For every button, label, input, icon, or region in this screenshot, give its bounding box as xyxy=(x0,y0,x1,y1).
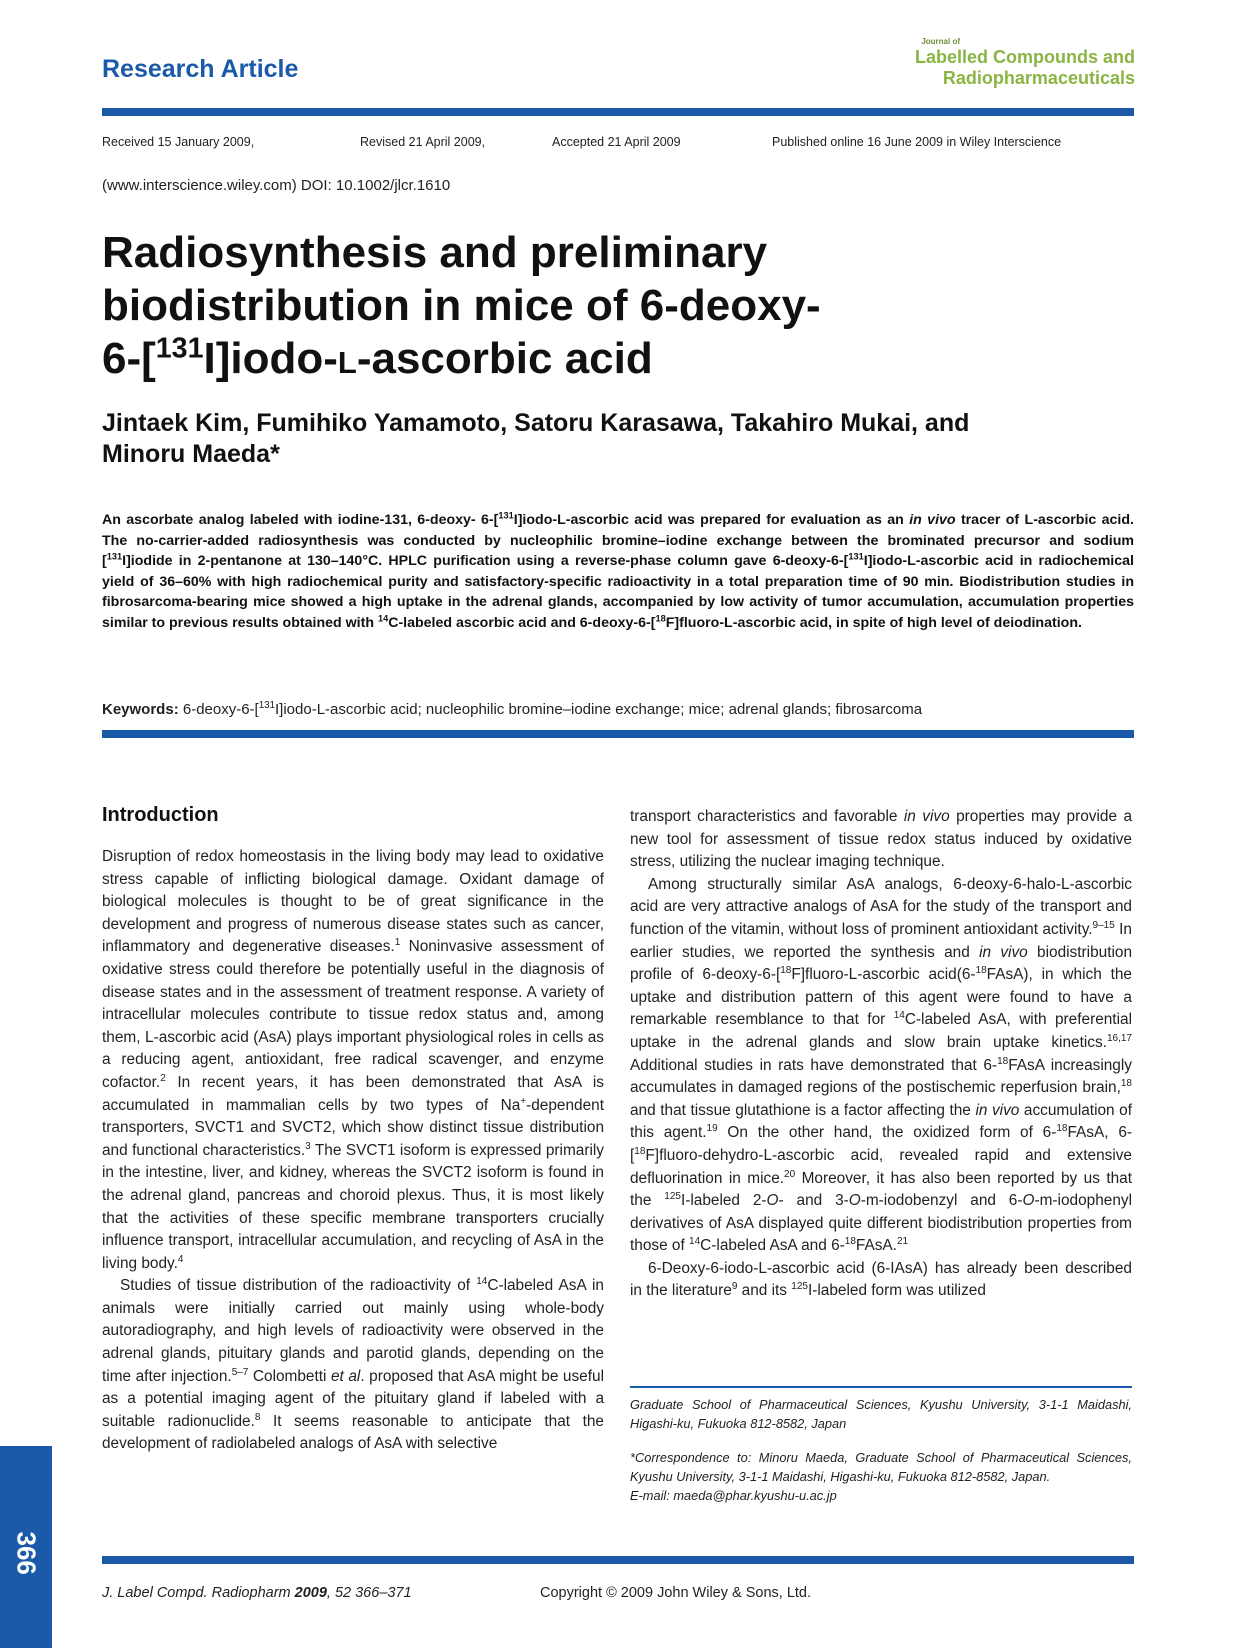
journal-name-line1: Labelled Compounds and xyxy=(914,47,1135,67)
title-line-1: Radiosynthesis and preliminary xyxy=(102,228,768,277)
abstract-rule xyxy=(102,730,1134,738)
paragraph: transport characteristics and favorable in vivo properties may provide a new tool for assessment of tissue redox status induced by oxidative stress, utilizing the nuclear imaging technique. xyxy=(630,808,1133,871)
left-column xyxy=(102,846,604,1456)
keywords-label: Keywords: xyxy=(102,701,179,718)
section-label: Research Article xyxy=(102,55,299,83)
paragraph: 6-Deoxy-6-iodo-L-ascorbic acid (6-IAsA) has already been described in the literature$^9$ and its $^{125}$I-labeled form was utilized xyxy=(630,1259,1132,1300)
correspondence-address: *Correspondence to: Minoru Maeda, Graduate School of Pharmaceutical Sciences, Kyushu University, 3-1-1 Maidashi, Higashi-ku, Fukuoka 812-8582, Japan. xyxy=(630,1450,1132,1484)
revised-date: Revised 21 April 2009, xyxy=(360,135,486,149)
page-number: 366 xyxy=(11,1531,42,1575)
journal-logo xyxy=(905,37,1135,89)
authors-line-2: Minoru Maeda* xyxy=(102,440,280,468)
journal-prefix: Journal of xyxy=(921,37,960,46)
header-rule xyxy=(102,108,1134,116)
correspondence xyxy=(630,1448,1132,1505)
paragraph: Disruption of redox homeostasis in the living body may lead to oxidative stress capable of inflicting biological damage. Oxidant damage of biological molecules is thought to be of great significance in the development and progress of numerous disease states such as cancer, inflammatory and degenerative diseases.$^1$ Noninvasive assessment of oxidative stress could therefore be potentially useful in the diagnosis of disease states and in the assessment of treatment response. A variety of intracellular molecules contribute to tissue redox status and, among them, L-ascorbic acid (AsA) plays important physiological roles in cells as a reducing agent, antioxidant, free radical scavenger, and enzyme cofactor.$^2$ In recent years, it has been demonstrated that AsA is accumulated in mammalian cells by two types of Na+-dependent transporters, SVCT1 and SVCT2, which show distinct tissue distribution and functional characteristics.$^3$ The SVCT1 isoform is expressed primarily in the intestine, liver, and kidney, whereas the SVCT2 isoform is found in the adrenal gland, pancreas and choroid plexus. Thus, it is most likely that the activities of these specific membrane transporters crucially influence transport, intracellular accumulation, and recycling of AsA in the living body.$^4$ xyxy=(102,848,605,1272)
affiliation: Graduate School of Pharmaceutical Sciences, Kyushu University, 3-1-1 Maidashi, Higashi-ku, Fukuoka 812-8582, Japan xyxy=(630,1397,1132,1431)
journal-name-line2: Radiopharmaceuticals xyxy=(942,68,1135,88)
correspondence-email[interactable]: E-mail: maeda@phar.kyushu-u.ac.jp xyxy=(630,1488,837,1503)
footer-citation: J. Label Compd. Radiopharm 2009, 52 366–371 xyxy=(102,1585,412,1601)
title-line-3: 6-[$^{131}$I]iodo-l-ascorbic acid xyxy=(102,332,653,383)
authors xyxy=(102,408,1134,470)
right-column xyxy=(630,806,1132,1303)
article-title xyxy=(102,226,1134,385)
paragraph: Among structurally similar AsA analogs, 6-deoxy-6-halo-L-ascorbic acid are very attractive analogs of AsA for the study of the transport and function of the vitamin, without loss of prominent antioxidant activity.$^{9-15}$ In earlier studies, we reported the synthesis and in vivo biodistribution profile of 6-deoxy-6-[$^{18}$F]fluoro-L-ascorbic acid(6-$^{18}$FAsA), in which the uptake and distribution pattern of this agent were found to have a remarkable resemblance to that for $^{14}$C-labeled AsA, with preferential uptake in the adrenal glands and slow brain uptake kinetics.$^{16,17}$ Additional studies in rats have demonstrated that 6-$^{18}$FAsA increasingly accumulates in damaged regions of the postischemic reperfusion brain,$^{18}$ and that tissue glutathione is a factor affecting the in vivo accumulation of this agent.$^{19}$ On the other hand, the oxidized form of 6-$^{18}$FAsA, 6-[$^{18}$F]fluoro-dehydro-L-ascorbic acid, revealed rapid and extensive defluorination in mice.$^{20}$ Moreover, it has also been reported by us that the $^{125}$I-labeled 2-O- and 3-O-m-iodobenzyl and 6-O-m-iodophenyl derivatives of AsA displayed quite different biodistribution properties from those of $^{14}$C-labeled AsA and 6-$^{18}$FAsA.$^{21}$ xyxy=(630,875,1133,1255)
page-number-tab xyxy=(0,1446,52,1648)
keywords: Keywords: 6-deoxy-6-[$^{131}$I]iodo-L-ascorbic acid; nucleophilic bromine–iodine exchange; mice; adrenal glands; fibrosarcoma xyxy=(102,700,923,718)
abstract: An ascorbate analog labeled with iodine-131, 6-deoxy- 6-[$^{131}$I]iodo-L-ascorbic acid was prepared for evaluation as an in vivo tracer of L-ascorbic acid. The no-carrier-added radiosynthesis was conducted by nucleophilic bromine–iodine exchange between the brominated precursor and sodium [$^{131}$I]iodide in 2-pentanone at 130–140°C. HPLC purification using a reverse-phase column gave 6-deoxy-6-[$^{131}$I]iodo-L-ascorbic acid in radiochemical yield of 36–60% with high radiochemical purity and satisfactory-specific radioactivity in a total preparation time of 90 min. Biodistribution studies in fibrosarcoma-bearing mice showed a high uptake in the adrenal glands, accompanied by low activity of tumor accumulation, accumulation properties similar to previous results obtained with $^{14}$C-labeled ascorbic acid and 6-deoxy-6-[$^{18}$F]fluoro-L-ascorbic acid, in spite of high level of deiodination. xyxy=(102,510,1134,631)
authors-line-1: Jintaek Kim, Fumihiko Yamamoto, Satoru Karasawa, Takahiro Mukai, and xyxy=(102,409,970,437)
footer-copyright: Copyright © 2009 John Wiley & Sons, Ltd. xyxy=(540,1585,812,1601)
published-date: Published online 16 June 2009 in Wiley Interscience xyxy=(772,135,1062,149)
doi: (www.interscience.wiley.com) DOI: 10.1002/jlcr.1610 xyxy=(102,177,451,194)
received-date: Received 15 January 2009, xyxy=(102,135,255,149)
introduction-heading: Introduction xyxy=(102,804,219,826)
affiliation-rule xyxy=(630,1386,1132,1388)
paragraph: Studies of tissue distribution of the radioactivity of $^{14}$C-labeled AsA in animals were initially carried out mainly using whole-body autoradiography, and high levels of radioactivity were observed in the adrenal glands, pituitary glands and parotid glands, depending on the time after injection.$^{5-7}$ Colombetti et al. proposed that AsA might be useful as a potential imaging agent of the pituitary gland if labeled with a suitable radionuclide.$^8$ It seems reasonable to anticipate that the development of radiolabeled analogs of AsA with selective xyxy=(102,1276,604,1453)
accepted-date: Accepted 21 April 2009 xyxy=(552,135,681,149)
footer-rule xyxy=(102,1556,1134,1564)
title-line-2: biodistribution in mice of 6-deoxy- xyxy=(102,281,821,330)
